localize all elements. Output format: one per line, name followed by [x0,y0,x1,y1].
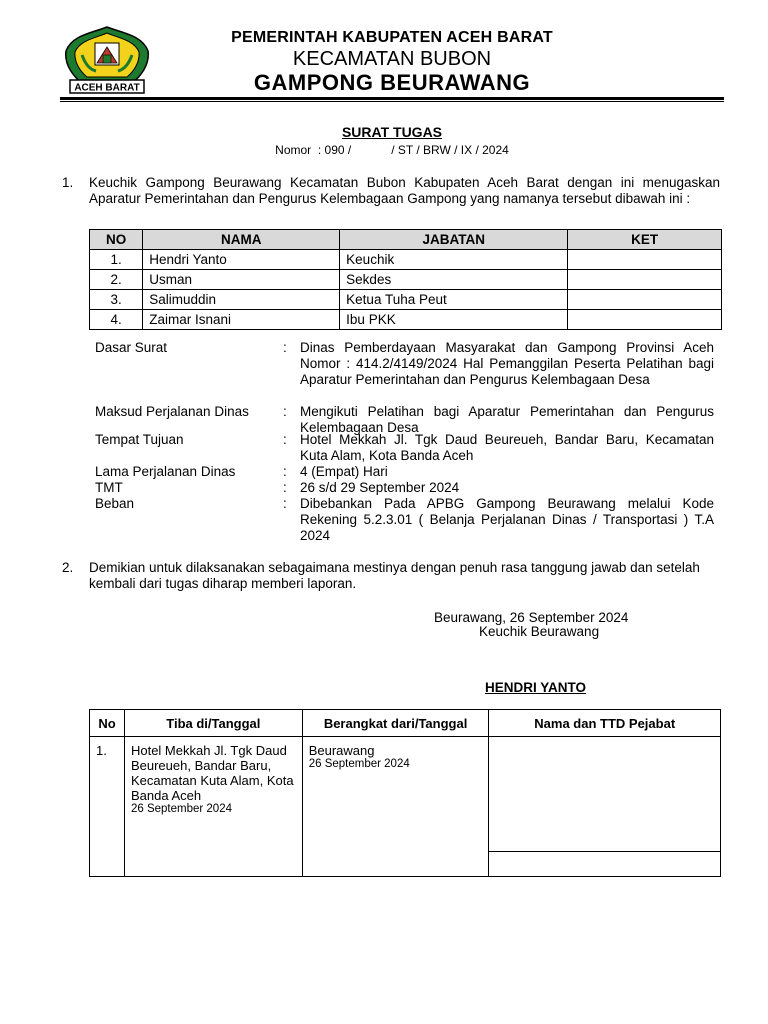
staff-table-header [90,230,722,250]
visit-tiba [124,737,302,877]
lama-value: 4 (Empat) Hari [300,464,388,479]
dasar-colon: : [283,340,287,355]
signature-position: Keuchik Beurawang [479,624,600,639]
document-title: SURAT TUGAS [341,124,443,140]
point2-number: 2. [62,560,74,575]
tmt-colon: : [283,480,287,495]
table-row [90,270,722,290]
dasar-value: Dinas Pemberdayaan Masyarakat dan Gampong Provinsi Aceh Nomor : 414.2/4149/2024 Hal Pemanggilan Peserta Pelatihan bagi Aparatur Pemerintahan dan Pengurus Kelembagaan Desa [300,340,714,387]
row-jabatan: Sekdes [340,270,568,290]
row-ket [568,250,722,270]
visit-ttd [489,737,721,877]
table-row [90,290,722,310]
row-no: 1. [90,250,143,270]
header-no: NO [90,230,143,250]
row-no: 4. [90,310,143,330]
header-ket: KET [568,230,722,250]
row-ket [568,270,722,290]
header-ttd: Nama dan TTD Pejabat [489,710,721,737]
row-jabatan: Keuchik [340,250,568,270]
lama-colon: : [283,464,287,479]
row-ket [568,290,722,310]
tmt-value: 26 s/d 29 September 2024 [300,480,460,495]
lama-label: Lama Perjalanan Dinas [95,464,236,479]
visit-berangkat-place: Beurawang [308,743,375,758]
tmt-label: TMT [95,480,123,495]
header-jabatan: JABATAN [340,230,568,250]
tempat-colon: : [283,432,287,447]
document-number: Nomor : 090 / / ST / BRW / IX / 2024 [275,143,509,157]
point1-number: 1. [62,175,74,190]
point1-text: Keuchik Gampong Beurawang Kecamatan Bubon Kabupaten Aceh Barat dengan ini menugaskan Aparatur Pemerintahan dan Pengurus Kelembagaan Gampong yang namanya tersebut dibawah ini : [89,175,720,206]
visit-tiba-date: 26 September 2024 [130,803,232,815]
maksud-label: Maksud Perjalanan Dinas [95,404,249,419]
table-row [90,737,721,877]
beban-value: Dibebankan Pada APBG Gampong Beurawang melalui Kode Rekening 5.2.3.01 ( Belanja Perjalanan Dinas / Transportasi ) T.A 2024 [300,496,714,543]
dasar-label: Dasar Surat [95,340,168,355]
signature-place-date: Beurawang, 26 September 2024 [434,610,629,625]
visit-table-header [90,710,721,737]
row-jabatan: Ibu PKK [340,310,568,330]
header-rule-thin [60,101,724,102]
tempat-label: Tempat Tujuan [95,432,184,447]
tempat-value: Hotel Mekkah Jl. Tgk Daud Beureueh, Bandar Baru, Kecamatan Kuta Alam, Kota Banda Aceh [300,432,714,463]
signature-name: HENDRI YANTO [485,680,587,695]
beban-colon: : [283,496,287,511]
header-district: KECAMATAN BUBON [292,48,492,70]
row-no: 3. [90,290,143,310]
row-nama: Hendri Yanto [143,250,340,270]
visit-ttd-divider [489,851,720,852]
point2-text: Demikian untuk dilaksanakan sebagaimana mestinya dengan penuh rasa tanggung jawab dan setelah kembali dari tugas diharap memberi laporan. [89,560,700,591]
header-nama: NAMA [143,230,340,250]
header-tiba: Tiba di/Tanggal [124,710,302,737]
aceh-barat-logo [62,25,152,95]
visit-no: 1. [90,737,125,877]
header-village: GAMPONG BEURAWANG [253,70,531,95]
row-no: 2. [90,270,143,290]
header-government: PEMERINTAH KABUPATEN ACEH BARAT [231,29,553,46]
row-ket [568,310,722,330]
row-jabatan: Ketua Tuha Peut [340,290,568,310]
visit-berangkat [302,737,489,877]
svg-text:ACEH BARAT: ACEH BARAT [74,82,140,94]
row-nama: Salimuddin [143,290,340,310]
table-row [90,250,722,270]
row-nama: Usman [143,270,340,290]
header-rule-thick [60,97,724,100]
visit-berangkat-date: 26 September 2024 [308,758,410,770]
header-no: No [90,710,125,737]
table-row [90,310,722,330]
header-berangkat: Berangkat dari/Tanggal [302,710,489,737]
visit-tiba-place: Hotel Mekkah Jl. Tgk Daud Beureueh, Bandar Baru, Kecamatan Kuta Alam, Kota Banda Aceh [130,743,294,803]
beban-label: Beban [95,496,135,511]
maksud-value: Mengikuti Pelatihan bagi Aparatur Pemerintahan dan Pengurus Kelembagaan Desa [300,404,714,435]
staff-table [89,229,722,330]
maksud-colon: : [283,404,287,419]
visit-table [89,709,721,877]
row-nama: Zaimar Isnani [143,310,340,330]
